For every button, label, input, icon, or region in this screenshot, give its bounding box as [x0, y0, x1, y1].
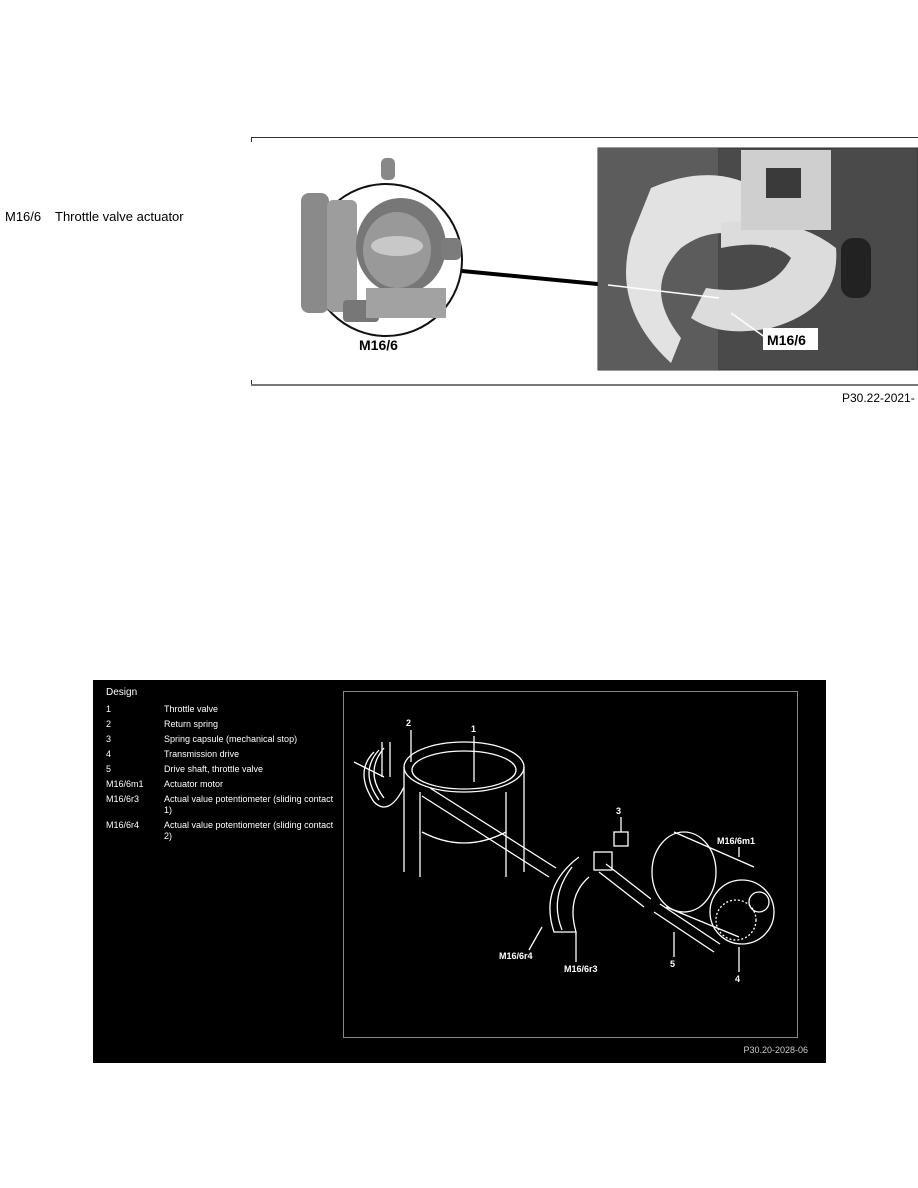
figure2-design-diagram — [93, 680, 826, 1063]
legend-code: M16/6 — [5, 209, 42, 224]
svg-text:M16/6m1: M16/6m1 — [717, 836, 756, 846]
legend-row: 2 Return spring — [106, 719, 219, 729]
design-legend — [106, 704, 334, 846]
legend-row: 4 Transmission drive — [106, 749, 240, 759]
legend-label: Throttle valve actuator — [55, 209, 184, 224]
legend-row: 1 Throttle valve — [106, 704, 219, 714]
legend-row: 3 Spring capsule (mechanical stop) — [106, 734, 298, 744]
diagram-frame — [343, 691, 798, 1038]
svg-text:M16/6r4: M16/6r4 — [499, 951, 533, 961]
photo-callout: M16/6 — [767, 332, 806, 348]
design-title: Design — [106, 687, 138, 698]
legend-row: M16/6m1 Actuator motor — [106, 779, 224, 789]
figure1-legend — [5, 209, 184, 224]
figure1-reference: P30.22-2021- — [842, 391, 915, 405]
figure2-reference: P30.20-2028-06 — [743, 1045, 808, 1055]
exploded-diagram — [344, 692, 797, 1037]
legend-row: M16/6r4 Actual value potentiometer (sliding contact 2) — [106, 820, 334, 841]
svg-text:1: 1 — [471, 724, 477, 734]
legend-row: M16/6r3 Actual value potentiometer (sliding contact 1) — [106, 794, 334, 815]
svg-text:5: 5 — [670, 959, 676, 969]
svg-text:M16/6r3: M16/6r3 — [564, 964, 598, 974]
figure1-frame — [251, 137, 918, 386]
svg-text:4: 4 — [735, 974, 741, 984]
svg-text:3: 3 — [616, 806, 622, 816]
inset-callout: M16/6 — [359, 337, 398, 353]
throttle-photo-illustration — [251, 138, 918, 384]
svg-text:2: 2 — [406, 718, 412, 728]
legend-row: 5 Drive shaft, throttle valve — [106, 764, 264, 774]
